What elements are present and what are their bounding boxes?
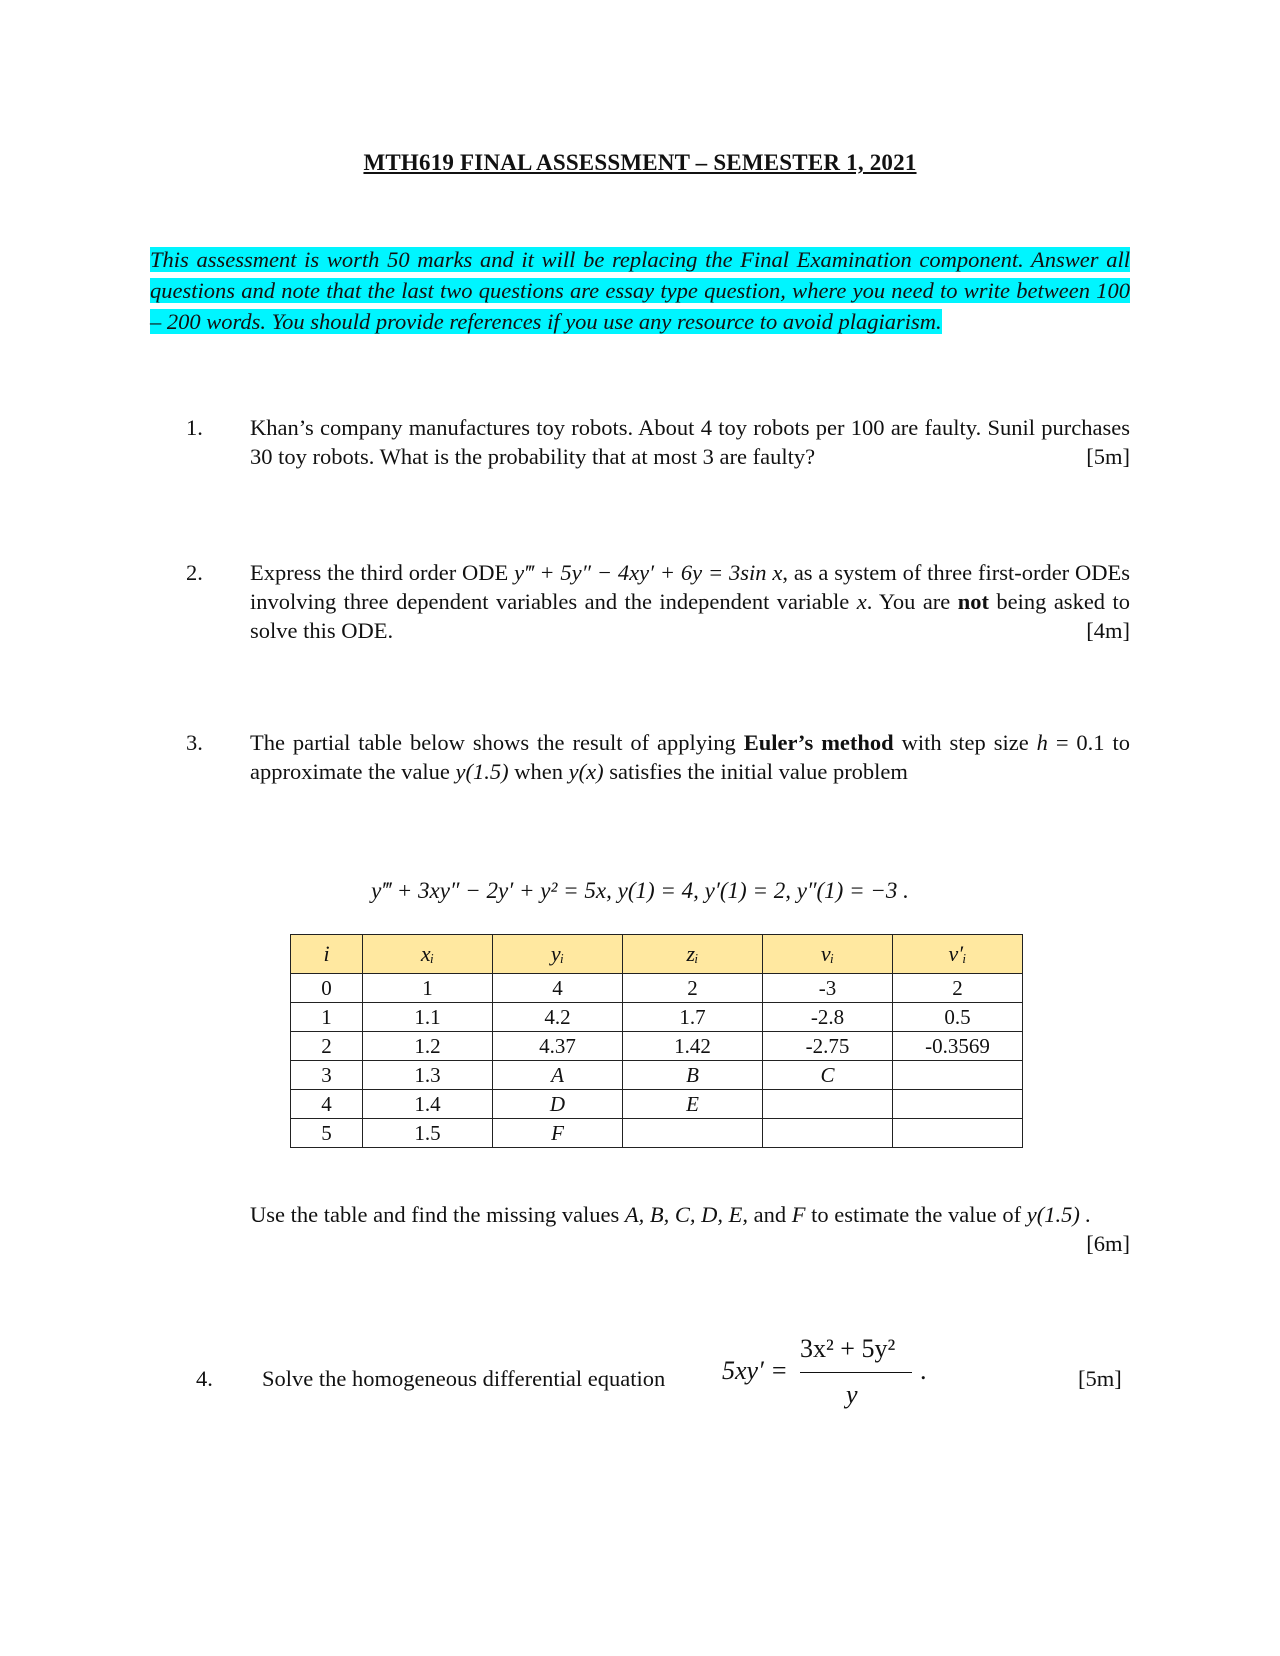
question-2-bold: not <box>957 589 989 614</box>
table-cell: 4 <box>291 1090 363 1119</box>
question-3 <box>250 728 1130 786</box>
table-cell: E <box>623 1090 763 1119</box>
question-2-var-x: x <box>856 589 867 614</box>
table-cell <box>893 1090 1023 1119</box>
table-row <box>291 1119 1023 1148</box>
table-cell: 1.3 <box>363 1061 493 1090</box>
question-3-text-c: = 0.1 to approximate the value <box>250 730 1130 784</box>
equation-end: . <box>920 1356 927 1385</box>
question-3-after-c: to estimate the value of <box>805 1202 1027 1227</box>
table-cell: B <box>623 1061 763 1090</box>
question-2-number: 2. <box>186 560 203 585</box>
question-3-yx: y(x) <box>568 759 604 784</box>
table-cell: 5 <box>291 1119 363 1148</box>
instructions-text: This assessment is worth 50 marks and it will be replacing the Final Examination component. Answer all questions and note that the last two questions are essay type question, where you need to write between 100 – 200 words. You should provide references if you use any resource to avoid plagiarism. <box>150 247 1130 334</box>
header-y: yᵢ <box>493 935 623 974</box>
header-vprime: v′ᵢ <box>893 935 1023 974</box>
table-cell: 1.7 <box>623 1003 763 1032</box>
question-2-text-c: . You are <box>866 589 958 614</box>
header-v: vᵢ <box>763 935 893 974</box>
question-4-marks: [5m] <box>1078 1366 1122 1391</box>
question-3-text-e: satisfies the initial value problem <box>603 759 908 784</box>
table-cell: A <box>493 1061 623 1090</box>
question-1-marks: [5m] <box>1086 444 1130 469</box>
table-cell: 4 <box>493 974 623 1003</box>
question-3-letter-f: F <box>791 1202 806 1227</box>
question-1-text: Khan’s company manufactures toy robots. About 4 toy robots per 100 are faulty. Sunil purchases 30 toy robots. What is the probability that at most 3 are faulty? <box>250 415 1130 469</box>
question-4-number: 4. <box>196 1366 213 1391</box>
instructions <box>150 244 1130 337</box>
question-2-text-d: being asked to solve this ODE. <box>250 589 1130 643</box>
question-2-text-b: , as a system of three first-order ODEs involving three dependent variables and the independent variable <box>250 560 1131 614</box>
table-cell <box>893 1061 1023 1090</box>
question-3-after-a: Use the table and find the missing values <box>250 1202 625 1227</box>
question-3-text-b: with step size <box>893 730 1037 755</box>
question-3-y15b: y(1.5) . <box>1026 1202 1092 1227</box>
table-cell: 4.37 <box>493 1032 623 1061</box>
question-3-marks: [6m] <box>1086 1231 1130 1256</box>
question-2-text-a: Express the third order ODE <box>250 560 515 585</box>
table-cell: 1.42 <box>623 1032 763 1061</box>
question-3-text-a: The partial table below shows the result of applying <box>250 730 744 755</box>
question-3-letters: A, B, C, D, E, <box>624 1202 749 1227</box>
table-cell: 1 <box>363 974 493 1003</box>
question-3-after-b: and <box>748 1202 792 1227</box>
question-3-bold: Euler’s method <box>743 730 894 755</box>
page-title: MTH619 FINAL ASSESSMENT – SEMESTER 1, 2021 <box>363 150 917 175</box>
table-cell: 2 <box>893 974 1023 1003</box>
question-2-marks: [4m] <box>1086 618 1130 643</box>
question-2-ode: y‴ + 5y″ − 4xy′ + 6y = 3sin x <box>514 560 783 585</box>
table-cell: 0 <box>291 974 363 1003</box>
table-row <box>291 974 1023 1003</box>
table-row <box>291 1003 1023 1032</box>
table-cell: 1.2 <box>363 1032 493 1061</box>
table-row <box>291 1032 1023 1061</box>
table-cell: F <box>493 1119 623 1148</box>
question-3-number: 3. <box>186 730 203 755</box>
table-cell: -2.8 <box>763 1003 893 1032</box>
header-x: xᵢ <box>363 935 493 974</box>
question-4-text: Solve the homogeneous differential equation <box>262 1366 666 1391</box>
table-cell: 1 <box>291 1003 363 1032</box>
question-1-number: 1. <box>186 415 203 440</box>
table-cell <box>893 1119 1023 1148</box>
euler-table <box>290 934 1023 1148</box>
table-cell: 3 <box>291 1061 363 1090</box>
table-cell: 2 <box>623 974 763 1003</box>
equation-lhs: 5xy′ = <box>722 1356 788 1385</box>
fraction-bar <box>800 1372 912 1373</box>
table-header-row <box>291 935 1023 974</box>
fraction-numerator: 3x² + 5y² <box>800 1334 896 1363</box>
table-cell: 0.5 <box>893 1003 1023 1032</box>
table-row <box>291 1090 1023 1119</box>
table-cell: D <box>493 1090 623 1119</box>
question-1 <box>250 413 1130 471</box>
table-cell: 2 <box>291 1032 363 1061</box>
header-i: i <box>291 935 363 974</box>
header-z: zᵢ <box>623 935 763 974</box>
table-cell: -0.3569 <box>893 1032 1023 1061</box>
question-3-y15: y(1.5) <box>455 759 509 784</box>
fraction-denominator: y <box>846 1380 858 1409</box>
table-cell: 1.4 <box>363 1090 493 1119</box>
table-cell: 1.5 <box>363 1119 493 1148</box>
table-cell: -2.75 <box>763 1032 893 1061</box>
question-3-h: h <box>1036 730 1048 755</box>
table-row <box>291 1061 1023 1090</box>
table-cell: C <box>763 1061 893 1090</box>
question-2 <box>250 558 1130 645</box>
table-cell <box>763 1119 893 1148</box>
question-3-text-d: when <box>508 759 569 784</box>
ivp-equation: y‴ + 3xy″ − 2y′ + y² = 5x, y(1) = 4, y′(1) = 2, y″(1) = −3 . <box>371 878 909 903</box>
question-3-instructions <box>250 1200 1130 1258</box>
table-cell <box>763 1090 893 1119</box>
table-cell: -3 <box>763 974 893 1003</box>
table-cell <box>623 1119 763 1148</box>
table-cell: 1.1 <box>363 1003 493 1032</box>
table-cell: 4.2 <box>493 1003 623 1032</box>
